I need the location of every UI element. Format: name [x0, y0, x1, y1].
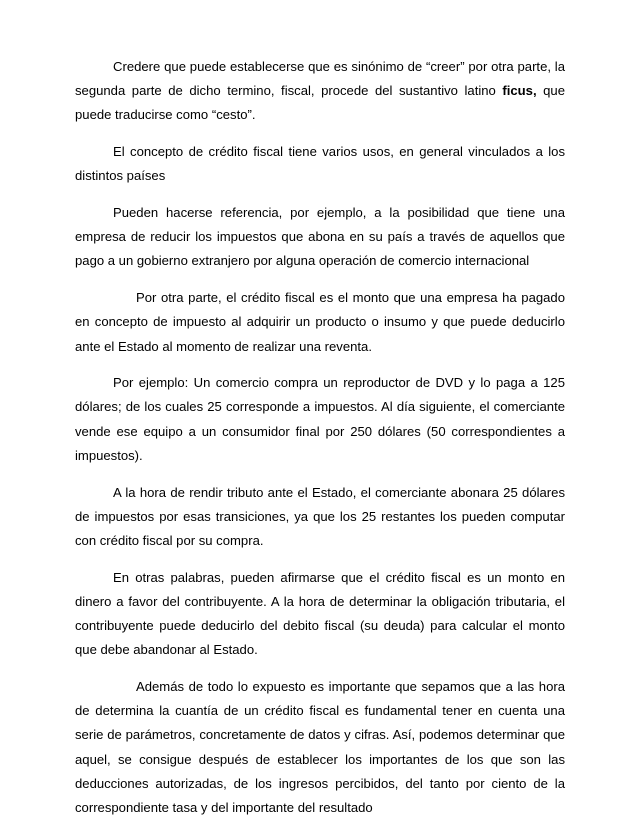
paragraph-credere-definition	[75, 55, 565, 128]
paragraph-text: A la hora de rendir tributo ante el Estado, el comerciante abonara 25 dólares de impuestos por esas transiciones, ya que los 25 restantes los pueden computar con crédito fiscal por su compra.	[75, 484, 565, 548]
paragraph-rendir-tributo	[75, 481, 565, 554]
paragraph-text: Por otra parte, el crédito fiscal es el monto que una empresa ha pagado en concepto de impuesto al adquirir un producto o insumo y que puede deducirlo ante el Estado al momento de realizar una reventa.	[75, 290, 565, 354]
paragraph-text: que puede traducirse como “cesto”.	[75, 83, 566, 123]
paragraph-monto-pagado	[75, 286, 565, 359]
paragraph-parametros	[75, 675, 565, 820]
paragraph-usos-credito-fiscal	[75, 140, 565, 188]
paragraph-reducir-impuestos	[75, 201, 565, 274]
paragraph-text: Pueden hacerse referencia, por ejemplo, a la posibilidad que tiene una empresa de reducir los impuestos que abona en su país a través de aquellos que pago a un gobierno extranjero por alguna operación de comercio internacional	[75, 205, 565, 269]
paragraph-ejemplo-dvd	[75, 371, 565, 468]
paragraph-text: Credere que puede establecerse que es sinónimo de “creer” por otra parte, la segunda parte de dicho termino, fiscal, procede del sustantivo latino	[75, 59, 565, 99]
paragraph-text: En otras palabras, pueden afirmarse que el crédito fiscal es un monto en dinero a favor del contribuyente. A la hora de determinar la obligación tributaria, el contribuyente puede deducirlo del debito fiscal (su deuda) para calcular el monto que debe abandonar al Estado.	[75, 569, 565, 658]
paragraph-text: Por ejemplo: Un comercio compra un reproductor de DVD y lo paga a 125 dólares; de los cuales 25 corresponde a impuestos. Al día siguiente, el comerciante vende ese equipo a un consumidor final por 250 dólares (50 correspondientes a impuestos).	[75, 375, 565, 463]
paragraph-text: El concepto de crédito fiscal tiene varios usos, en general vinculados a los distintos países	[75, 144, 565, 184]
paragraph-otras-palabras	[75, 566, 565, 663]
paragraph-text: Además de todo lo expuesto es importante que sepamos que a las hora de determina la cuantía de un crédito fiscal es fundamental tener en cuenta una serie de parámetros, concretamente de datos y cifras. Así, podemos determinar que aquel, se consigue después de establecer los importantes de los que son las deducciones autorizadas, de los ingresos percibidos, del tanto por ciento de la correspondiente tasa y del importante del resultado	[75, 678, 565, 815]
bold-term-ficus: ficus,	[502, 83, 537, 99]
document-body	[75, 55, 565, 833]
